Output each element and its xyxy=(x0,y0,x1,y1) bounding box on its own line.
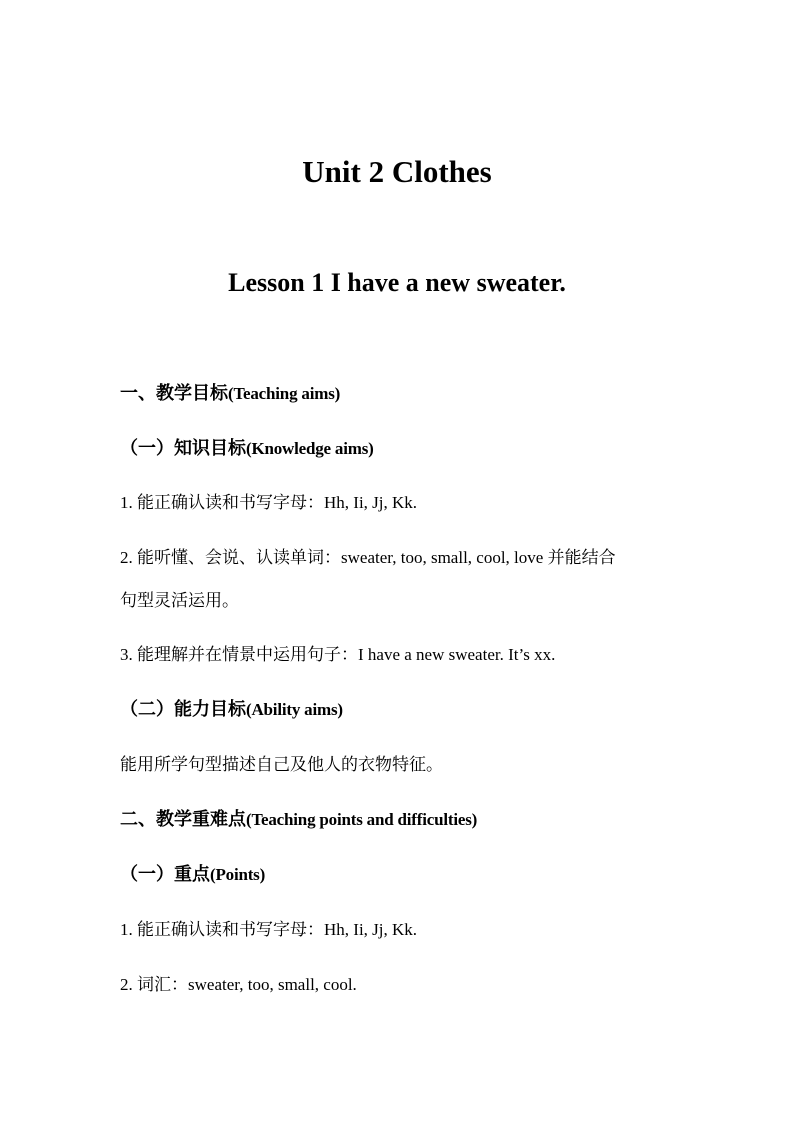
item-text-cn: 词汇： xyxy=(137,975,188,995)
section-heading-cn: 二、教学重难点 xyxy=(120,809,246,830)
item-text-en: sweater, too, small, cool. xyxy=(188,975,357,994)
subheading-en: (Knowledge aims) xyxy=(246,439,374,458)
item-number: 2. xyxy=(120,548,133,567)
item-text-cn: 能正确认读和书写字母： xyxy=(137,493,324,513)
item-text-cn: 能听懂、会说、认读单词： xyxy=(137,548,341,568)
ability-description xyxy=(120,753,680,777)
subheading-cn: （二）能力目标 xyxy=(120,699,246,720)
item-number: 2. xyxy=(120,975,133,994)
item-number: 1. xyxy=(120,920,133,939)
subheading-cn: （一）重点 xyxy=(120,864,210,885)
subheading-points xyxy=(120,863,680,887)
section-heading-en: (Teaching aims) xyxy=(228,384,341,403)
item-text-cn-line2: 句型灵活运用。 xyxy=(120,591,239,611)
lesson-title: Lesson 1 I have a new sweater. xyxy=(228,268,566,297)
section-heading-en: (Teaching points and difficulties) xyxy=(246,810,478,829)
item-text-cn-tail: 并能结合 xyxy=(547,548,616,568)
list-item-points-letters xyxy=(120,918,680,942)
list-item-points-vocabulary xyxy=(120,973,680,997)
subheading-cn: （一）知识目标 xyxy=(120,438,246,459)
unit-title: Unit 2 Clothes xyxy=(302,154,492,189)
subheading-knowledge-aims xyxy=(120,437,680,461)
list-item-letters xyxy=(120,491,680,515)
list-item-words-continuation xyxy=(120,589,680,613)
subheading-ability-aims xyxy=(120,698,680,722)
section-heading-cn: 一、教学目标 xyxy=(120,383,228,404)
item-number: 3. xyxy=(120,645,133,664)
item-text-cn: 能理解并在情景中运用句子： xyxy=(137,645,358,665)
item-text-en: sweater, too, small, cool, love xyxy=(341,548,548,567)
item-text-en: Hh, Ii, Jj, Kk. xyxy=(324,493,418,512)
item-text-en: Hh, Ii, Jj, Kk. xyxy=(324,920,418,939)
list-item-words xyxy=(120,546,680,570)
section-heading-teaching-points xyxy=(120,808,680,832)
section-heading-teaching-aims xyxy=(120,382,680,406)
list-item-sentences xyxy=(120,643,680,667)
ability-text: 能用所学句型描述自己及他人的衣物特征。 xyxy=(120,755,443,775)
item-text-en: I have a new sweater. It’s xx. xyxy=(358,645,556,664)
item-number: 1. xyxy=(120,493,133,512)
subheading-en: (Ability aims) xyxy=(246,700,343,719)
subheading-en: (Points) xyxy=(210,865,266,884)
item-text-cn: 能正确认读和书写字母： xyxy=(137,920,324,940)
